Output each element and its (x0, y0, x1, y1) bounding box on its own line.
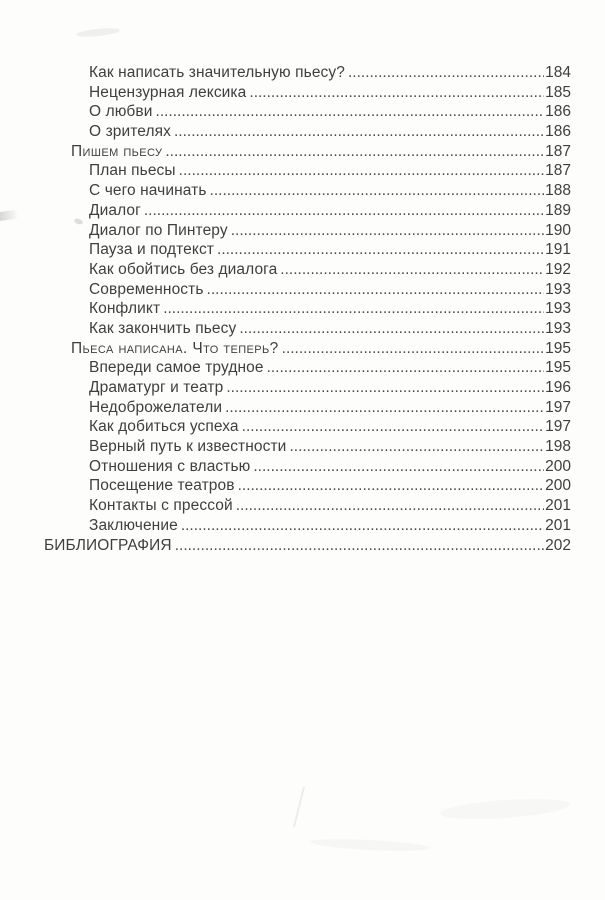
toc-entry-title: Как добиться успеха (89, 418, 239, 436)
dot-leader (289, 437, 544, 457)
toc-entry-title: План пьесы (89, 162, 176, 180)
dot-leader (226, 378, 544, 398)
toc-entry (44, 378, 571, 398)
toc-entry-title: Контакты с прессой (89, 497, 233, 515)
dot-leader (174, 122, 544, 142)
toc-entry (44, 496, 571, 516)
toc-entry-page: 192 (545, 260, 571, 278)
dot-leader (163, 299, 544, 319)
toc-entry-title: Как закончить пьесу (89, 319, 237, 337)
toc-entry-title: О любви (89, 103, 153, 121)
toc-entry-page: 188 (545, 182, 571, 200)
dot-leader (179, 161, 544, 181)
dot-leader (181, 516, 544, 536)
toc-entry-page: 186 (545, 123, 571, 141)
toc-entry-title: Диалог (89, 201, 141, 219)
toc-entry-title: Впереди самое трудное (89, 359, 264, 377)
dot-leader (165, 142, 544, 162)
toc-entry (44, 280, 571, 300)
toc-entry-title: Диалог по Пинтеру (89, 221, 228, 239)
toc-entry-title: Пишем пьесу (71, 142, 163, 160)
toc-entry-title: Нецензурная лексика (89, 83, 247, 101)
toc-entry (44, 221, 571, 241)
scan-smudge (76, 27, 120, 39)
toc-entry-title: С чего начинать (89, 182, 207, 200)
dot-leader (217, 240, 544, 260)
toc-entry-title: Недоброжелатели (89, 398, 223, 416)
toc-entry (44, 181, 571, 201)
toc-entry (44, 536, 571, 556)
dot-leader (267, 358, 545, 378)
toc-entry-title: Посещение театров (89, 477, 235, 495)
toc-entry-page: 193 (545, 280, 571, 298)
toc-entry (44, 319, 571, 339)
toc-entry (44, 339, 571, 359)
toc-entry (44, 161, 571, 181)
toc-entry (44, 240, 571, 260)
toc-entry-page: 193 (545, 300, 571, 318)
toc-entry-page: 185 (545, 83, 571, 101)
dot-leader (238, 476, 545, 496)
toc-entry (44, 201, 571, 221)
toc-entry (44, 83, 571, 103)
toc-list (44, 63, 571, 555)
toc-entry (44, 358, 571, 378)
dot-leader (239, 319, 544, 339)
toc-entry (44, 437, 571, 457)
toc-entry-title: БИБЛИОГРАФИЯ (44, 536, 172, 554)
toc-entry-title: Верный путь к известности (89, 438, 287, 456)
dot-leader (231, 221, 544, 241)
toc-entry-page: 187 (545, 142, 571, 160)
toc-entry-page: 196 (545, 379, 571, 396)
dot-leader (156, 102, 545, 122)
toc-entry-page: 200 (545, 477, 571, 495)
toc-entry-page: 193 (545, 319, 571, 337)
dot-leader (236, 496, 544, 516)
toc-entry-page: 197 (545, 398, 571, 416)
toc-entry (44, 63, 571, 83)
toc-entry-title: Пьеса написана. Что теперь? (71, 339, 279, 357)
toc-entry-page: 195 (545, 359, 571, 377)
toc-entry (44, 476, 571, 496)
toc-entry-page: 187 (545, 162, 571, 180)
toc-entry-title: Как обойтись без диалога (89, 260, 278, 278)
toc-entry-page: 184 (545, 64, 571, 81)
toc-entry-page: 201 (545, 497, 571, 515)
toc-entry (44, 398, 571, 418)
toc-entry-title: Как написать значительную пьесу? (89, 64, 345, 81)
toc-entry (44, 102, 571, 122)
toc-entry (44, 260, 571, 280)
toc-entry-page: 186 (545, 103, 571, 121)
toc-entry-page: 200 (545, 457, 571, 475)
dot-leader (144, 201, 544, 221)
dot-leader (207, 280, 545, 300)
dot-leader (175, 536, 544, 556)
toc-entry-page: 189 (545, 201, 571, 219)
dot-leader (242, 417, 544, 437)
toc-entry-page: 195 (545, 339, 571, 357)
toc-entry-title: Современность (89, 280, 204, 298)
dot-leader (253, 457, 544, 477)
toc-entry-page: 202 (545, 536, 571, 554)
scan-smudge (310, 837, 430, 853)
toc-entry-page: 201 (545, 516, 571, 534)
toc-entry-title: Драматург и театр (89, 379, 224, 396)
toc-entry-title: Конфликт (89, 300, 161, 318)
dot-leader (282, 339, 544, 359)
toc-entry (44, 417, 571, 437)
toc-entry (44, 142, 571, 162)
dot-leader (280, 260, 544, 280)
toc-entry-page: 197 (545, 418, 571, 436)
dot-leader (225, 398, 544, 418)
toc-entry-page: 198 (545, 438, 571, 456)
toc-entry-title: Отношения с властью (89, 457, 251, 475)
scan-smudge (293, 786, 305, 827)
toc-entry (44, 122, 571, 142)
dot-leader (348, 63, 544, 83)
toc-entry-page: 191 (545, 241, 571, 259)
scan-smudge (0, 210, 19, 222)
toc-entry-title: О зрителях (89, 123, 171, 141)
dot-leader (249, 83, 544, 103)
toc-entry-title: Пауза и подтекст (89, 241, 215, 259)
toc-entry (44, 516, 571, 536)
toc-entry (44, 457, 571, 477)
scan-smudge (440, 795, 571, 822)
toc-entry-title: Заключение (89, 516, 178, 534)
dot-leader (210, 181, 545, 201)
toc-entry-page: 190 (545, 221, 571, 239)
toc-entry (44, 299, 571, 319)
